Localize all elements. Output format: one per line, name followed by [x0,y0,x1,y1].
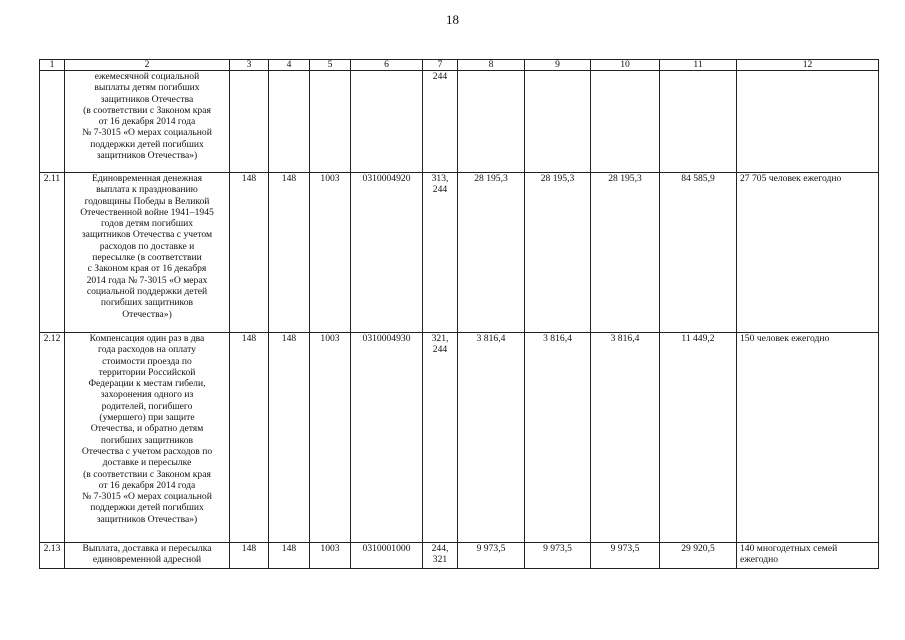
table-row [40,543,879,569]
column-header: 7 [423,60,458,71]
cell-col4 [269,71,310,173]
column-header: 6 [351,60,423,71]
cell-col8: 28 195,3 [458,173,525,333]
cell-col11: 29 920,5 [660,543,737,569]
cell-col11: 84 585,9 [660,173,737,333]
page-number: 18 [446,12,459,27]
cell-col3: 148 [230,173,269,333]
cell-col12: 140 многодетных семей ежегодно [737,543,879,569]
cell-col10 [591,71,660,173]
cell-col5: 1003 [310,333,351,543]
row-number [40,71,65,173]
table-row [40,173,879,333]
cell-col3 [230,71,269,173]
cell-col8: 3 816,4 [458,333,525,543]
cell-col7: 244 [423,71,458,173]
column-header: 3 [230,60,269,71]
cell-col4: 148 [269,333,310,543]
cell-col10: 28 195,3 [591,173,660,333]
cell-col4: 148 [269,543,310,569]
cell-col12: 27 705 человек ежегодно [737,173,879,333]
cell-col10: 3 816,4 [591,333,660,543]
cell-col11 [660,71,737,173]
row-description: ежемесячной социальной выплаты детям погибших защитников Отечества (в соответствии с Законом края от 16 декабря 2014 года № 7-3015 «О мерах социальной поддержки детей погибших защитников Отечества») [65,71,230,173]
column-header: 4 [269,60,310,71]
cell-col3: 148 [230,543,269,569]
row-description: Выплата, доставка и пересылка единовременной адресной [65,543,230,569]
column-header: 8 [458,60,525,71]
cell-col12: 150 человек ежегодно [737,333,879,543]
cell-col6 [351,71,423,173]
table-row [40,333,879,543]
header-row [40,60,879,71]
row-description: Единовременная денежная выплата к празднованию годовщины Победы в Великой Отечественной войне 1941–1945 годов детям погибших защитников Отечества с учетом расходов по доставке и пересылке (в соответствии с Законом края от 16 декабря 2014 года № 7-3015 «О мерах социальной поддержки детей погибших защитников Отечества») [65,173,230,333]
cell-col5 [310,71,351,173]
cell-col9: 3 816,4 [525,333,591,543]
cell-col12 [737,71,879,173]
cell-col7: 244, 321 [423,543,458,569]
cell-col9: 9 973,5 [525,543,591,569]
cell-col9 [525,71,591,173]
column-header: 1 [40,60,65,71]
column-header: 5 [310,60,351,71]
column-header: 9 [525,60,591,71]
column-header: 12 [737,60,879,71]
column-header: 2 [65,60,230,71]
cell-col8 [458,71,525,173]
table-row [40,71,879,173]
cell-col8: 9 973,5 [458,543,525,569]
cell-col4: 148 [269,173,310,333]
cell-col6: 0310004920 [351,173,423,333]
cell-col6: 0310001000 [351,543,423,569]
cell-col9: 28 195,3 [525,173,591,333]
row-description: Компенсация один раз в два года расходов на оплату стоимости проезда по территории Российской Федерации к местам гибели, захоронения одного из родителей, погибшего (умершего) при защите Отечества, и обратно детям погибших защитников Отечества с учетом расходов по доставке и пересылке (в соответствии с Законом края от 16 декабря 2014 года № 7-3015 «О мерах социальной поддержки детей погибших защитников Отечества») [65,333,230,543]
row-number: 2.13 [40,543,65,569]
row-number: 2.11 [40,173,65,333]
cell-col3: 148 [230,333,269,543]
cell-col7: 321, 244 [423,333,458,543]
cell-col5: 1003 [310,543,351,569]
cell-col11: 11 449,2 [660,333,737,543]
row-number: 2.12 [40,333,65,543]
column-header: 11 [660,60,737,71]
column-header: 10 [591,60,660,71]
cell-col10: 9 973,5 [591,543,660,569]
cell-col5: 1003 [310,173,351,333]
cell-col7: 313, 244 [423,173,458,333]
cell-col6: 0310004930 [351,333,423,543]
budget-table [39,59,879,569]
